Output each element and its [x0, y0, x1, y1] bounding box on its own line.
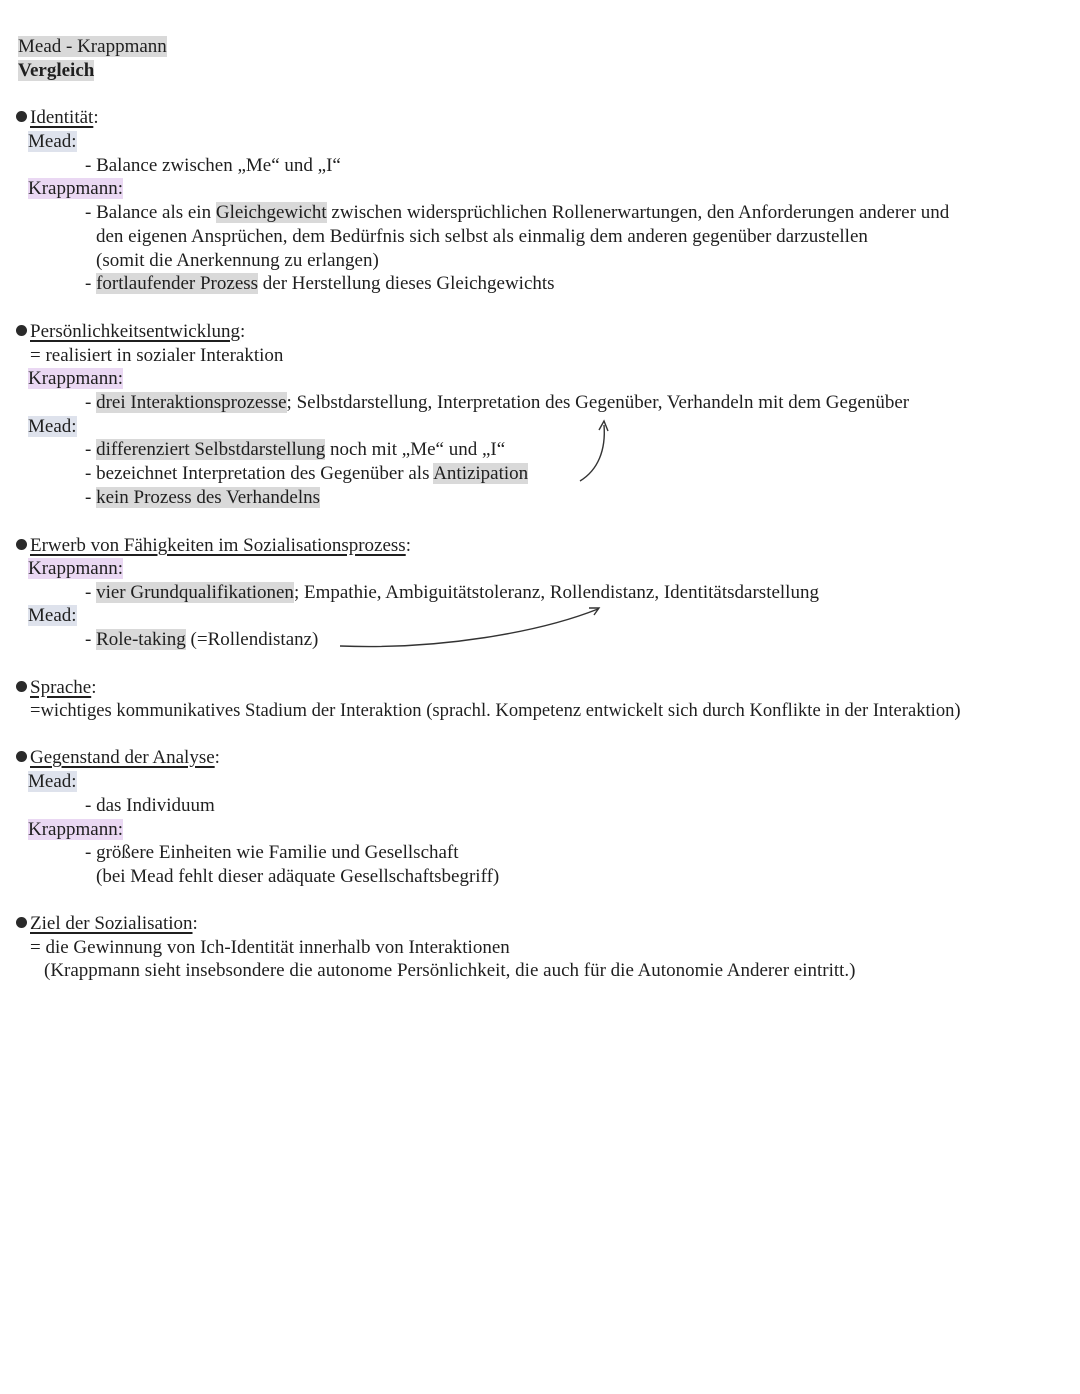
heading-text: Gegenstand der Analyse — [30, 747, 215, 768]
bullet-icon — [16, 539, 27, 550]
list-item-continuation: den eigenen Ansprüchen, dem Bedürfnis sich selbst als einmalig dem anderen gegenüber darzustellen — [96, 226, 868, 247]
title-line-2: Vergleich — [18, 60, 95, 81]
arrow-roletaking-to-rollendistanz — [340, 609, 598, 647]
list-item — [85, 438, 505, 462]
definition: = die Gewinnung von Ich-Identität innerhalb von Interaktionen — [30, 937, 510, 958]
list-item — [85, 628, 318, 652]
note: (Krappmann sieht insebsondere die autonome Persönlichkeit, die auch für die Autonomie Anderer eintritt.) — [44, 960, 856, 981]
mead-label — [28, 604, 77, 628]
highlighted-term: Gleichgewicht — [215, 202, 327, 223]
list-item — [85, 391, 909, 415]
label-text: Krappmann: — [28, 368, 123, 389]
krappmann-label — [28, 818, 123, 842]
list-item-continuation: (bei Mead fehlt dieser adäquate Gesellschaftsbegriff) — [96, 866, 500, 887]
label-text: Krappmann: — [28, 558, 123, 579]
mead-label — [28, 130, 77, 154]
item-suffix: ; Empathie, Ambiguitätstoleranz, Rollendistanz, Identitätsdarstellung — [293, 582, 819, 603]
heading-colon: : — [91, 677, 97, 698]
title-line-1: Mead - Krappmann — [18, 36, 167, 57]
highlighted-term: Antizipation — [433, 463, 529, 484]
document-subtitle — [18, 59, 94, 83]
arrow-antizipation-to-interpretation — [580, 425, 604, 481]
item-dash: - — [85, 487, 97, 508]
heading-text: Persönlichkeitsentwicklung — [30, 321, 241, 342]
highlighted-term: differenziert Selbstdarstellung — [96, 439, 326, 460]
krappmann-label — [28, 367, 123, 391]
item-prefix: - bezeichnet Interpretation des Gegenüber als — [85, 463, 434, 484]
section-heading-sprache — [16, 676, 96, 700]
item-dash: - — [85, 439, 97, 460]
label-text: Krappmann: — [28, 819, 123, 840]
item-dash: - — [85, 629, 97, 650]
highlighted-term: Role-taking — [96, 629, 186, 650]
list-item — [85, 486, 320, 510]
item-dash: - — [85, 392, 97, 413]
label-text: Mead: — [28, 605, 77, 626]
arrow-head — [599, 421, 608, 431]
mead-label — [28, 770, 77, 794]
highlighted-term: kein Prozess des Verhandelns — [96, 487, 320, 508]
item-suffix: der Herstellung dieses Gleichgewichts — [258, 273, 555, 294]
section-heading-ziel — [16, 912, 198, 936]
label-text: Mead: — [28, 416, 77, 437]
section-heading-erwerb — [16, 534, 411, 558]
bullet-icon — [16, 917, 27, 928]
list-item-continuation: (somit die Anerkennung zu erlangen) — [96, 250, 379, 271]
bullet-icon — [16, 111, 27, 122]
list-item: - das Individuum — [85, 795, 215, 816]
heading-text: Identität — [30, 107, 94, 128]
label-text: Mead: — [28, 771, 77, 792]
section-heading-identitaet — [16, 106, 99, 130]
list-item — [85, 201, 949, 225]
item-suffix: ; Selbstdarstellung, Interpretation des Gegenüber, Verhandeln mit dem Gegenüber — [286, 392, 910, 413]
highlighted-term: vier Grundqualifikationen — [96, 582, 294, 603]
item-suffix: noch mit „Me“ und „I“ — [325, 439, 506, 460]
item-dash: - — [85, 582, 97, 603]
section-heading-persoenlichkeit — [16, 320, 245, 344]
bullet-icon — [16, 751, 27, 762]
highlighted-term: fortlaufender Prozess — [96, 273, 259, 294]
krappmann-label — [28, 557, 123, 581]
label-text: Mead: — [28, 131, 77, 152]
bullet-icon — [16, 681, 27, 692]
document-title — [18, 35, 167, 59]
heading-colon: : — [214, 747, 220, 768]
heading-colon: : — [240, 321, 246, 342]
definition: =wichtiges kommunikatives Stadium der Interaktion (sprachl. Kompetenz entwickelt sich durch Konflikte in der Interaktion) — [30, 700, 961, 721]
label-text: Krappmann: — [28, 178, 123, 199]
list-item — [85, 581, 819, 605]
highlighted-term: drei Interaktionsprozesse — [96, 392, 287, 413]
list-item: - größere Einheiten wie Familie und Gesellschaft — [85, 842, 459, 863]
heading-text: Sprache — [30, 677, 92, 698]
bullet-icon — [16, 325, 27, 336]
definition: = realisiert in sozialer Interaktion — [30, 345, 284, 366]
heading-text: Ziel der Sozialisation — [30, 913, 193, 934]
item-prefix: - Balance als ein — [85, 202, 216, 223]
heading-text: Erwerb von Fähigkeiten im Sozialisationsprozess — [30, 535, 406, 556]
item-suffix: zwischen widersprüchlichen Rollenerwartungen, den Anforderungen anderer und — [326, 202, 950, 223]
item-suffix: (=Rollendistanz) — [185, 629, 319, 650]
list-item — [85, 462, 528, 486]
krappmann-label — [28, 177, 123, 201]
list-item — [85, 272, 555, 296]
section-heading-gegenstand — [16, 746, 220, 770]
list-item: - Balance zwischen „Me“ und „I“ — [85, 155, 341, 176]
heading-colon: : — [405, 535, 411, 556]
heading-colon: : — [192, 913, 198, 934]
heading-colon: : — [93, 107, 99, 128]
mead-label — [28, 415, 77, 439]
arrow-head — [589, 608, 599, 615]
item-dash: - — [85, 273, 97, 294]
